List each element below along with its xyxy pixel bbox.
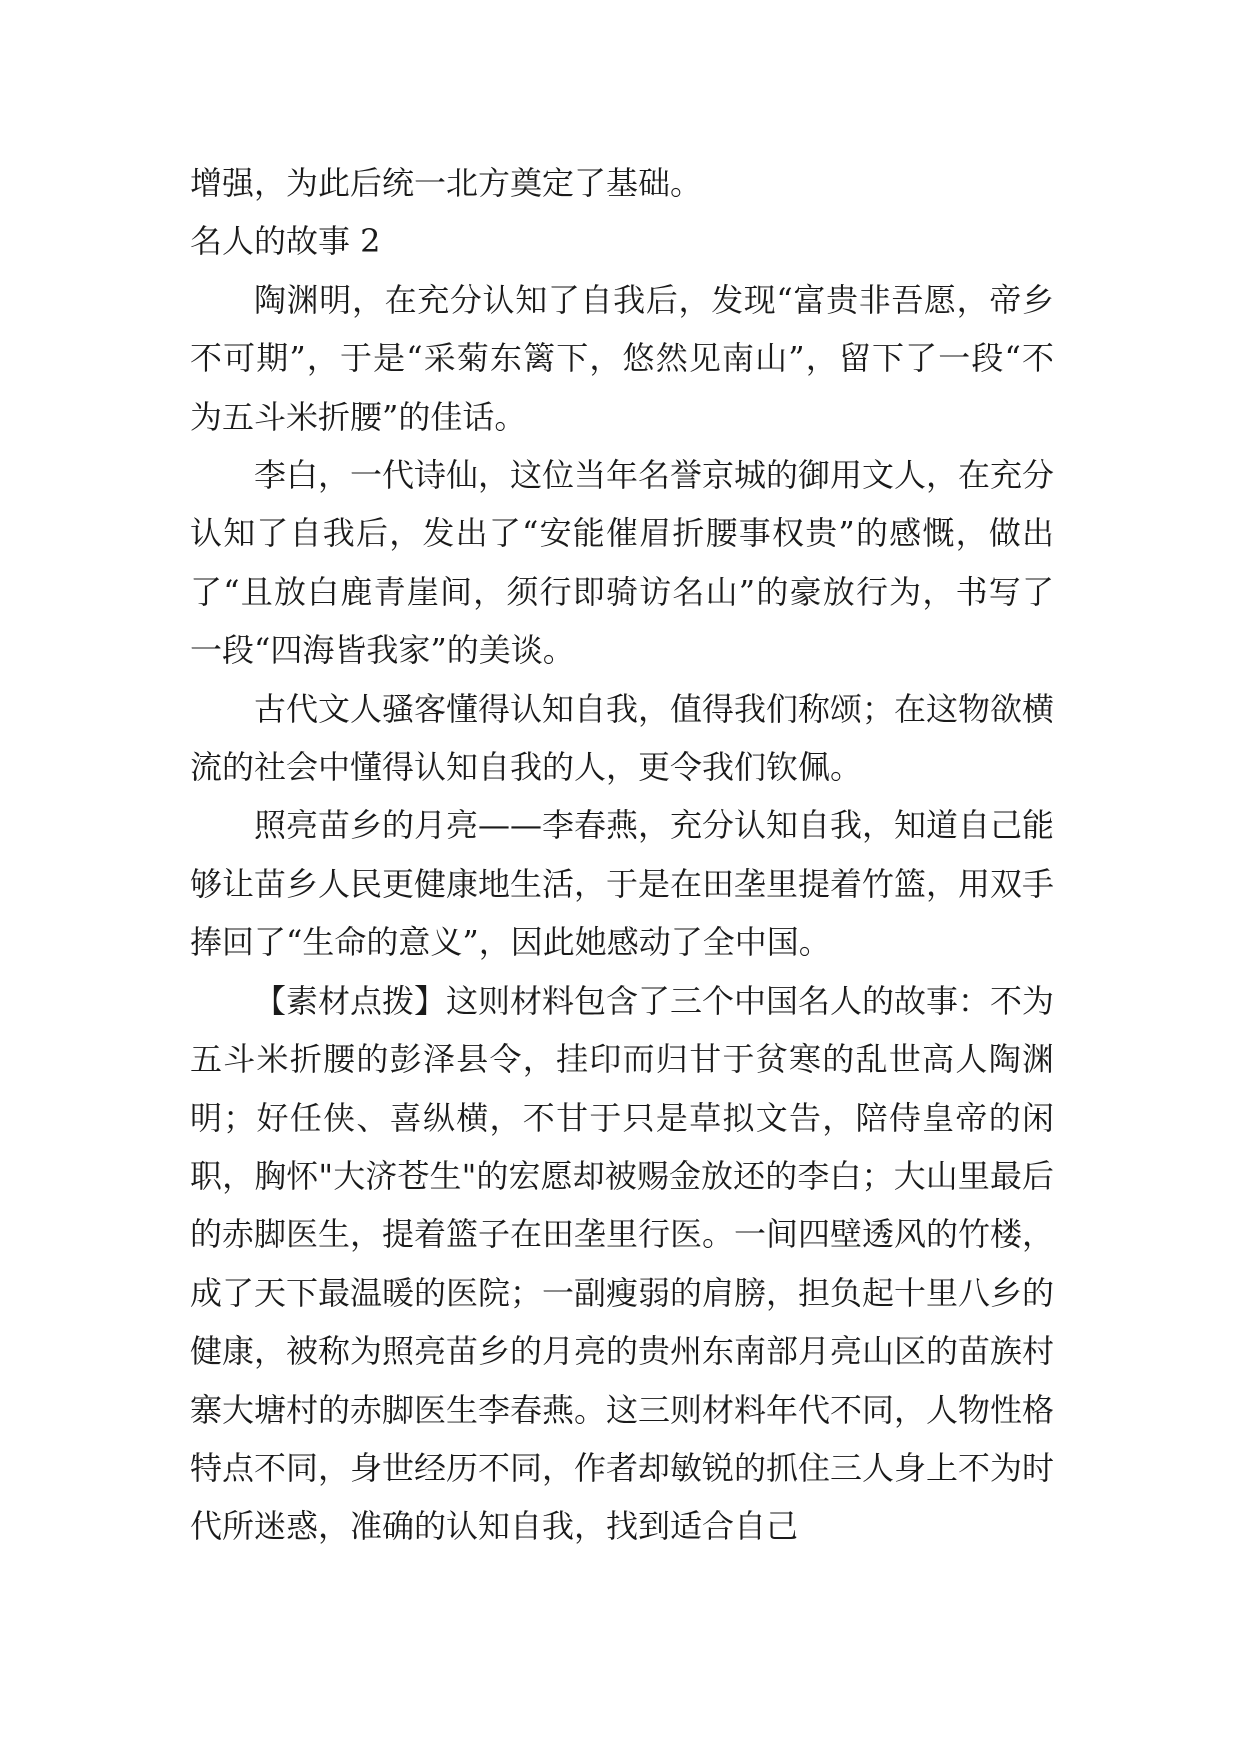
section-title: 名人的故事 2 — [190, 222, 381, 261]
continued-line: 增强，为此后统一北方奠定了基础。 — [190, 164, 703, 202]
paragraph-tao-yuanming: 陶渊明，在充分认知了自我后，发现“富贵非吾愿，帝乡不可期”，于是“采菊东篱下，悠然见南山”，留下了一段“不为五斗米折腰”的佳话。 — [190, 280, 1054, 436]
paragraph-li-chunyan: 照亮苗乡的月亮——李春燕，充分认知自我，知道自己能够让苗乡人民更健康地生活，于是在田垄里提着竹篮，用双手捧回了“生命的意义”，因此她感动了全中国。 — [190, 806, 1055, 962]
paragraph-ancient-scholars: 古代文人骚客懂得认知自我，值得我们称颂；在这物欲横流的社会中懂得认知自我的人，更令我们钦佩。 — [190, 689, 1055, 787]
document-body — [190, 154, 1054, 1556]
paragraph-material-commentary: 【素材点拨】这则材料包含了三个中国名人的故事：不为五斗米折腰的彭泽县令，挂印而归甘于贫寒的乱世高人陶渊明；好任侠、喜纵横，不甘于只是草拟文告，陪侍皇帝的闲职，胸怀"大济苍生"的宏愿却被赐金放还的李白；大山里最后的赤脚医生，提着篮子在田垄里行医。一间四壁透风的竹楼，成了天下最温暖的医院；一副瘦弱的肩膀，担负起十里八乡的健康，被称为照亮苗乡的月亮的贵州东南部月亮山区的苗族村寨大塘村的赤脚医生李春燕。这三则材料年代不同，人物性格特点不同，身世经历不同，作者却敏锐的抓住三人身上不为时代所迷惑，准确的认知自我，找到适合自己 — [190, 981, 1055, 1546]
paragraph-li-bai: 李白，一代诗仙，这位当年名誉京城的御用文人，在充分认知了自我后，发出了“安能催眉折腰事权贵”的感慨，做出了“且放白鹿青崖间，须行即骑访名山”的豪放行为，书写了一段“四海皆我家”的美谈。 — [190, 456, 1055, 670]
